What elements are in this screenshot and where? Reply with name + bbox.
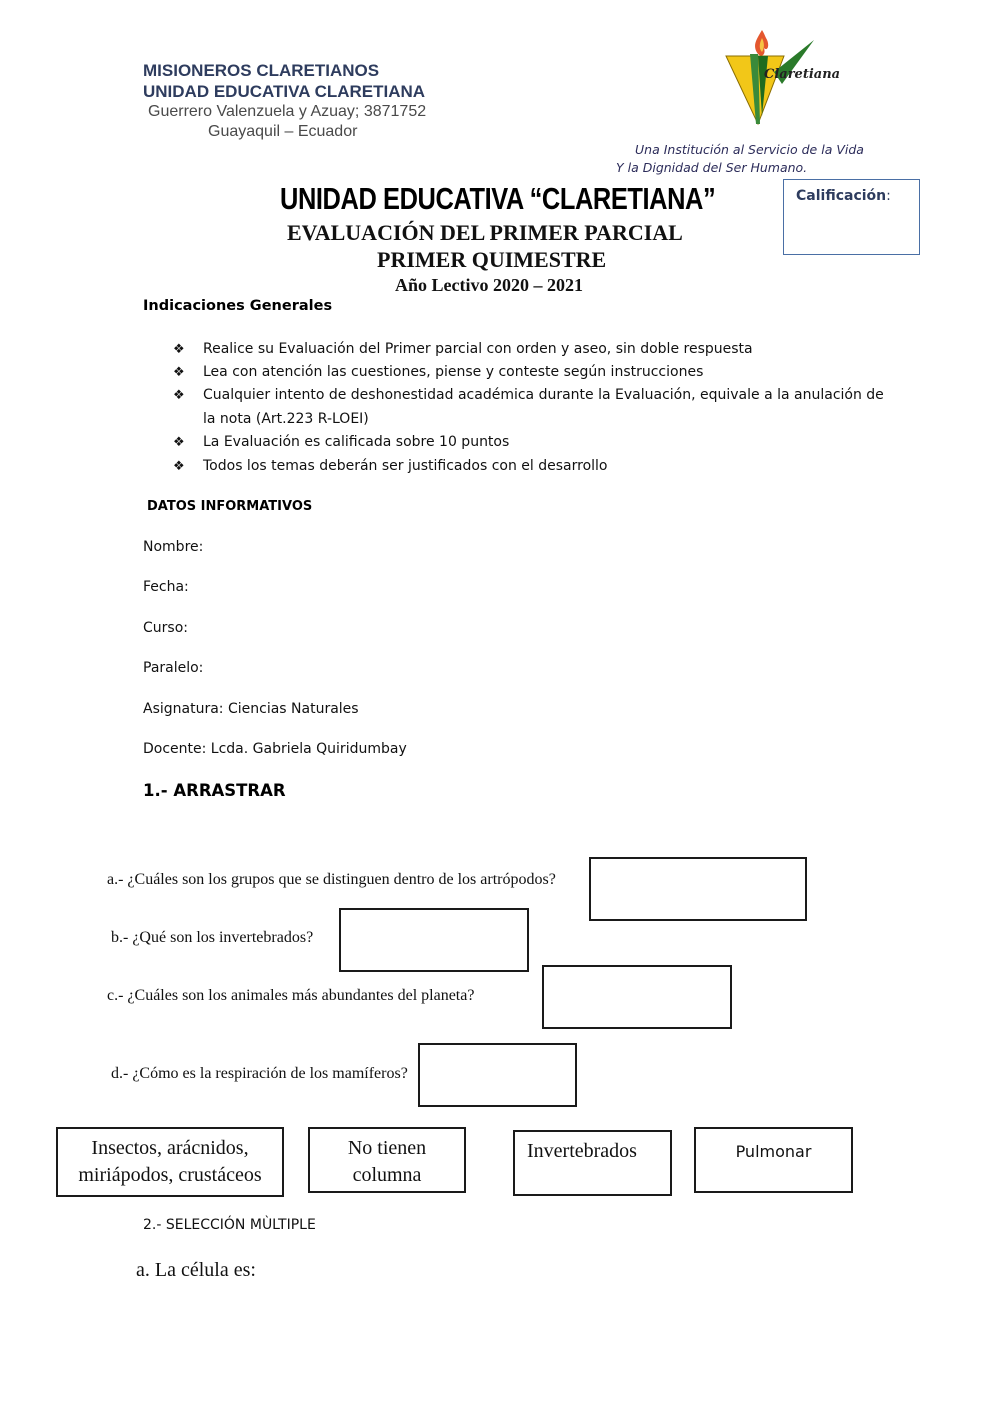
bullet-icon: ❖	[173, 459, 185, 474]
question-d: d.- ¿Cómo es la respiración de los mamíferos?	[111, 1065, 408, 1082]
section-1-title: 1.- ARRASTRAR	[143, 781, 286, 800]
field-nombre[interactable]: Nombre:	[143, 539, 204, 555]
motto-line-1: Una Institución al Servicio de la Vida	[635, 142, 864, 157]
drop-zone-a[interactable]	[589, 857, 807, 921]
motto-line-2: Y la Dignidad del Ser Humano.	[616, 160, 808, 175]
info-heading: DATOS INFORMATIVOS	[147, 499, 313, 514]
grade-label: Calificación	[796, 188, 887, 204]
answer-label: Insectos, arácnidos, miriápodos, crustáceos	[78, 1137, 262, 1186]
bullet-icon: ❖	[173, 435, 185, 450]
section-2-title: 2.- SELECCIÓN MÙLTIPLE	[143, 1217, 316, 1233]
bullet-icon: ❖	[173, 342, 185, 357]
drop-zone-d[interactable]	[418, 1043, 577, 1107]
question-b: b.- ¿Qué son los invertebrados?	[111, 929, 314, 946]
answer-option-no-spine[interactable]	[308, 1127, 466, 1193]
org-name: MISIONEROS CLARETIANOS	[143, 61, 380, 80]
school-logo	[722, 28, 841, 128]
answer-label: Invertebrados	[527, 1140, 637, 1162]
field-asignatura: Asignatura: Ciencias Naturales	[143, 701, 359, 717]
bullet-icon: ❖	[173, 388, 185, 403]
drop-zone-c[interactable]	[542, 965, 732, 1029]
answer-option-arthropod-groups[interactable]	[56, 1127, 284, 1197]
instruction-item: Lea con atención las cuestiones, piense y conteste según instrucciones	[203, 364, 704, 380]
document-title: UNIDAD EDUCATIVA “CLARETIANA”	[280, 181, 716, 216]
instruction-item: La Evaluación es calificada sobre 10 puntos	[203, 434, 510, 450]
question-a: a.- ¿Cuáles son los grupos que se distinguen dentro de los artrópodos?	[107, 871, 556, 888]
field-paralelo[interactable]: Paralelo:	[143, 660, 204, 676]
question-c: c.- ¿Cuáles son los animales más abundantes del planeta?	[107, 987, 475, 1004]
svg-text:Claretiana: Claretiana	[764, 67, 841, 82]
school-city: Guayaquil – Ecuador	[208, 123, 358, 140]
field-docente: Docente: Lcda. Gabriela Quiridumbay	[143, 741, 407, 757]
school-name: UNIDAD EDUCATIVA CLARETIANA	[143, 82, 426, 101]
question-cell: a. La célula es:	[136, 1259, 256, 1281]
instruction-item: Realice su Evaluación del Primer parcial con orden y aseo, sin doble respuesta	[203, 341, 753, 357]
field-curso[interactable]: Curso:	[143, 620, 188, 636]
field-fecha[interactable]: Fecha:	[143, 579, 189, 595]
school-year: Año Lectivo 2020 – 2021	[395, 275, 583, 295]
term-title: PRIMER QUIMESTRE	[377, 247, 607, 272]
answer-option-invertebrates[interactable]	[513, 1130, 672, 1196]
answer-option-pulmonary[interactable]	[694, 1127, 853, 1193]
bullet-icon: ❖	[173, 365, 185, 380]
instructions-heading: Indicaciones Generales	[143, 298, 333, 314]
instruction-item: Todos los temas deberán ser justificados con el desarrollo	[203, 458, 608, 474]
answer-label: No tienen columna	[347, 1137, 427, 1186]
instruction-item-continuation: la nota (Art.223 R-LOEI)	[203, 411, 369, 427]
instruction-item: Cualquier intento de deshonestidad académica durante la Evaluación, equivale a la anulación de	[203, 387, 884, 403]
evaluation-title: EVALUACIÓN DEL PRIMER PARCIAL	[287, 220, 683, 245]
grade-box[interactable]	[783, 179, 920, 255]
drop-zone-b[interactable]	[339, 908, 529, 972]
school-address: Guerrero Valenzuela y Azuay; 3871752	[148, 103, 427, 120]
grade-colon: :	[886, 188, 891, 204]
answer-label: Pulmonar	[735, 1142, 812, 1161]
